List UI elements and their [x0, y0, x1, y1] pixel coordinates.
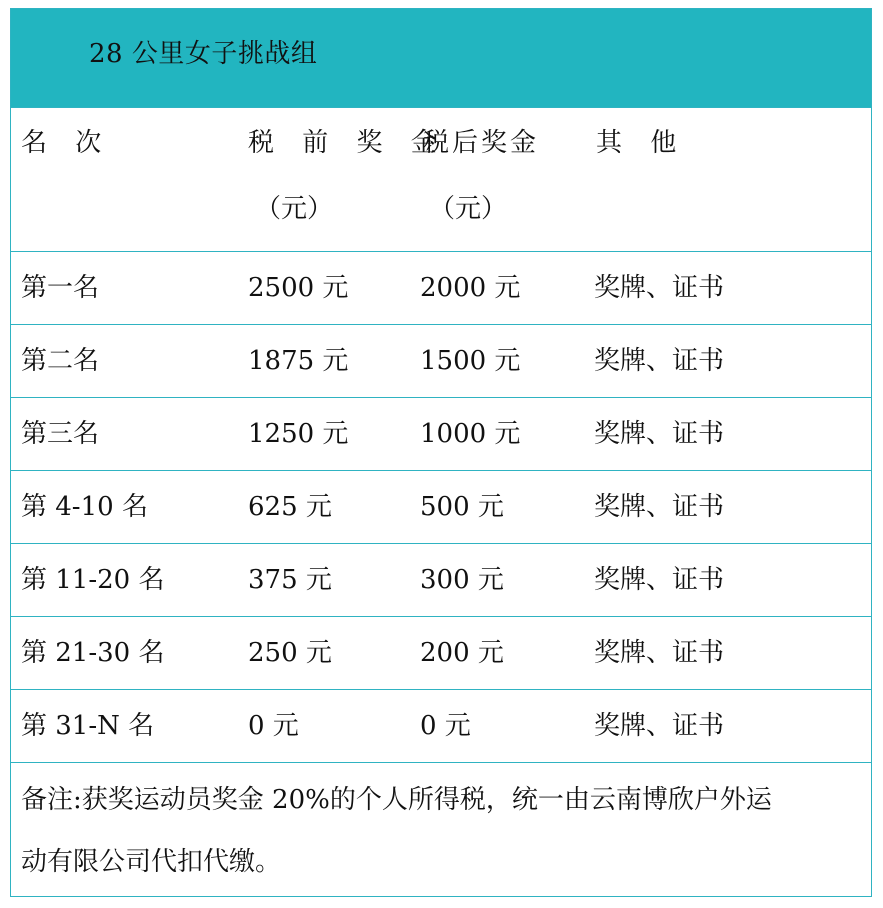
table-row: [11, 470, 871, 543]
other-cell: 奖牌、证书: [594, 638, 725, 668]
post-tax-cell: 200 元: [420, 638, 504, 668]
table-row: [11, 616, 871, 689]
pre-tax-cell: 2500 元: [248, 273, 349, 303]
note-line-1: 备注:获奖运动员奖金 20%的个人所得税，统一由云南博欣户外运: [21, 785, 772, 815]
header-row: [11, 107, 871, 251]
table-row: [11, 689, 871, 762]
rank-cell: 第 21-30 名: [21, 638, 165, 668]
header-post-tax: 税后奖金: [423, 128, 540, 158]
rank-cell: 第三名: [21, 419, 100, 449]
rank-cell: 第 11-20 名: [21, 565, 165, 595]
post-tax-cell: 300 元: [420, 565, 504, 595]
table-row: [11, 251, 871, 324]
other-cell: 奖牌、证书: [594, 419, 725, 449]
header-post-tax-unit: （元）: [429, 194, 508, 224]
note-row: [11, 762, 871, 896]
table-title: 28 公里女子挑战组: [89, 39, 318, 69]
table-row: [11, 324, 871, 397]
pre-tax-cell: 625 元: [248, 492, 332, 522]
table-row: [11, 397, 871, 470]
post-tax-cell: 0 元: [420, 711, 471, 741]
prize-table: [10, 8, 872, 897]
pre-tax-cell: 1250 元: [248, 419, 349, 449]
other-cell: 奖牌、证书: [594, 565, 725, 595]
note-line-2: 动有限公司代扣代缴。: [21, 847, 282, 877]
header-pre-tax: 税 前 奖 金: [248, 128, 447, 158]
header-other: 其 他: [596, 128, 687, 158]
pre-tax-cell: 0 元: [248, 711, 299, 741]
header-rank: 名 次: [21, 128, 112, 158]
other-cell: 奖牌、证书: [594, 273, 725, 303]
post-tax-cell: 1500 元: [420, 346, 521, 376]
post-tax-cell: 2000 元: [420, 273, 521, 303]
other-cell: 奖牌、证书: [594, 492, 725, 522]
rank-cell: 第 4-10 名: [21, 492, 148, 522]
post-tax-cell: 1000 元: [420, 419, 521, 449]
post-tax-cell: 500 元: [420, 492, 504, 522]
pre-tax-cell: 1875 元: [248, 346, 349, 376]
rank-cell: 第 31-N 名: [21, 711, 155, 741]
rank-cell: 第一名: [21, 273, 100, 303]
header-pre-tax-unit: （元）: [255, 194, 334, 224]
other-cell: 奖牌、证书: [594, 346, 725, 376]
pre-tax-cell: 375 元: [248, 565, 332, 595]
rank-cell: 第二名: [21, 346, 100, 376]
table-row: [11, 543, 871, 616]
title-bar: [11, 9, 871, 107]
other-cell: 奖牌、证书: [594, 711, 725, 741]
pre-tax-cell: 250 元: [248, 638, 332, 668]
